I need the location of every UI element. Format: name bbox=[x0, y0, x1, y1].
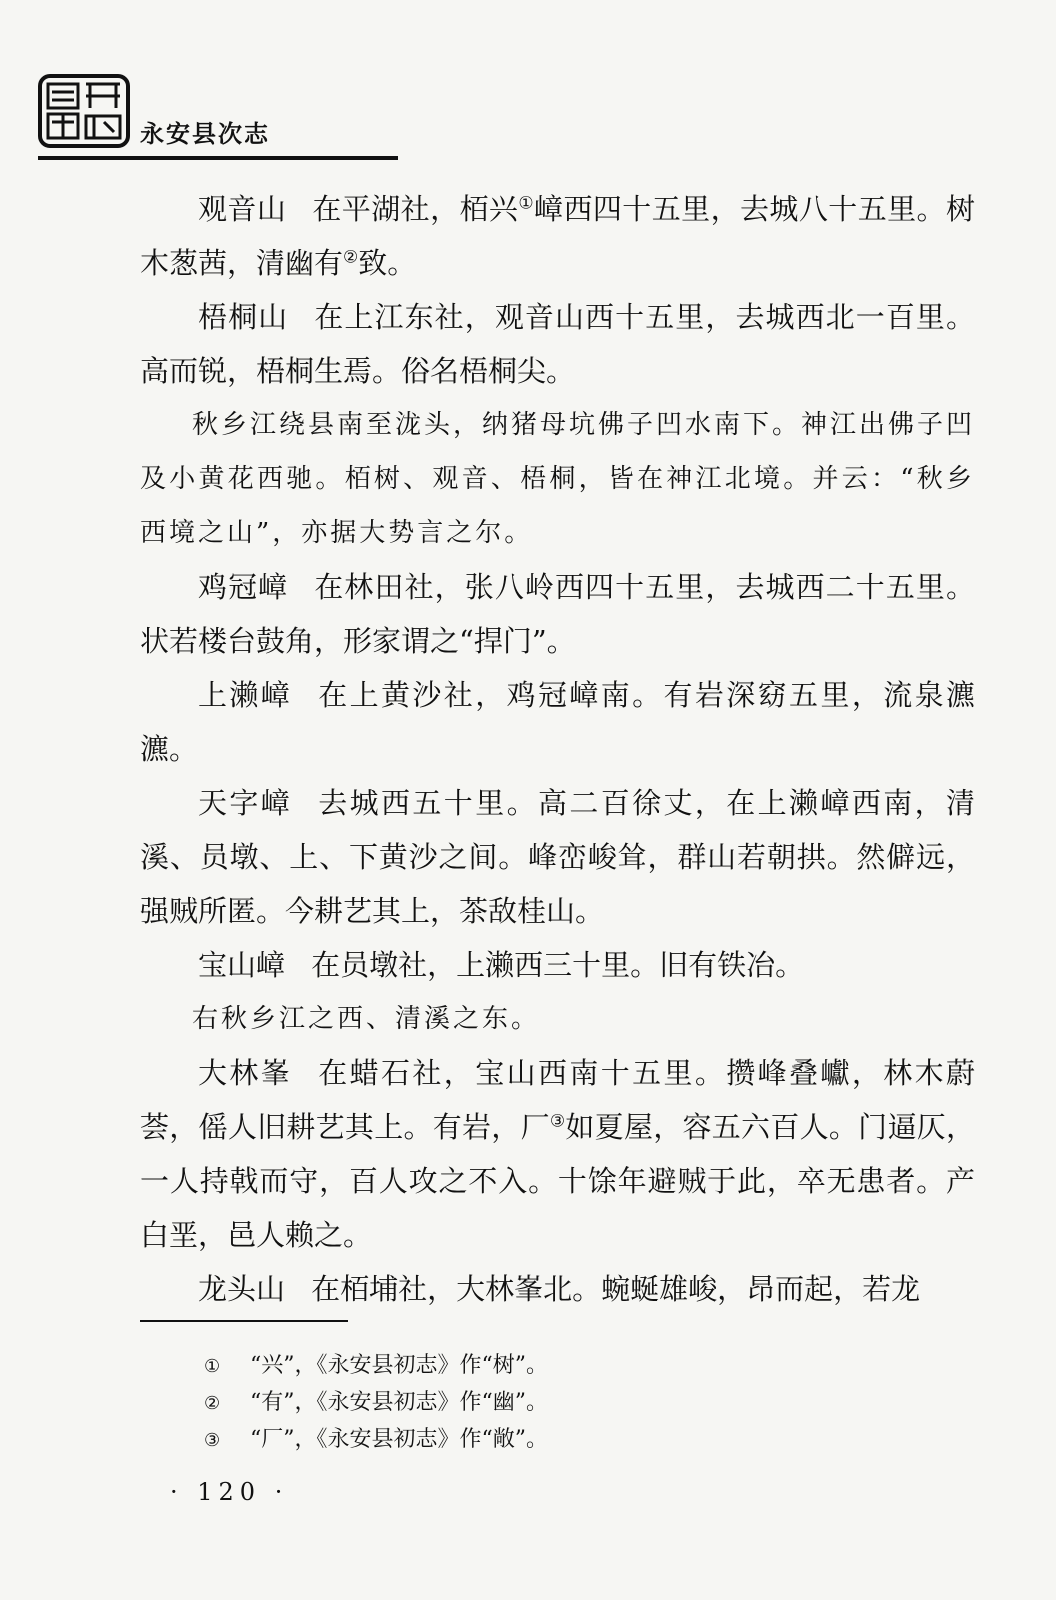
page-header bbox=[30, 70, 370, 162]
footnote-text: “厂”，《永安县初志》作“敞”。 bbox=[250, 1427, 548, 1452]
entry-paragraph: 梧桐山 在上江东社，观音山西十五里，去城西北一百里。高而锐，梧桐生焉。俗名梧桐尖。 bbox=[140, 300, 975, 388]
footnote-marker: ③ bbox=[204, 1430, 221, 1451]
commentary-paragraph: 秋乡江绕县南至泷头，纳猪母坑佛子凹水南下。神江出佛子凹及小黄花西驰。栢树、观音、梧桐，皆在神江北境。并云：“秋乡西境之山”，亦据大势言之尔。 bbox=[140, 410, 976, 548]
entry-term: 观音山 bbox=[198, 192, 287, 226]
page-number: · 120 · bbox=[170, 1478, 289, 1506]
entry-paragraph: 鸡冠嶂 在林田社，张八岭西四十五里，去城西二十五里。状若楼台鼓角，形家谓之“捍门”。 bbox=[140, 570, 975, 658]
footnote-rule bbox=[140, 1320, 348, 1322]
footnote-ref: ① bbox=[518, 193, 535, 214]
entry-paragraph: 宝山嶂 在员墩社，上濑西三十里。旧有铁冶。 bbox=[198, 948, 805, 982]
entry-term: 宝山嶂 bbox=[198, 948, 286, 982]
footnote-ref: ② bbox=[343, 247, 359, 268]
entry-paragraph: 大林峯 在蜡石社，宝山西南十五里。攒峰叠巘，林木蔚荟，傜人旧耕艺其上。有岩，厂③如夏屋，容五六百人。门逼仄，一人持戟而守，百人攻之不入。十馀年避贼于此，卒无患者。产白垩，邑人赖之。 bbox=[140, 1056, 975, 1252]
entry-term: 龙头山 bbox=[198, 1272, 286, 1306]
seal-logo-icon bbox=[38, 74, 130, 148]
entry-paragraph: 上濑嶂 在上黄沙社，鸡冠嶂南。有岩深窈五里，流泉瀌瀌。 bbox=[140, 678, 975, 766]
footnotes bbox=[204, 1348, 904, 1459]
entry-term: 大林峯 bbox=[198, 1056, 293, 1090]
entry-term: 鸡冠嶂 bbox=[198, 570, 289, 604]
entry-term: 梧桐山 bbox=[198, 300, 289, 334]
footnote-item bbox=[204, 1348, 904, 1385]
entry-term: 上濑嶂 bbox=[198, 678, 293, 712]
footnote-item bbox=[204, 1385, 904, 1422]
footnote-marker: ② bbox=[204, 1393, 221, 1414]
entry-term: 天字嶂 bbox=[198, 786, 293, 820]
entry-paragraph: 龙头山 在栢埔社，大林峯北。蜿蜒雄峻，昂而起，若龙 bbox=[198, 1272, 921, 1306]
header-rule bbox=[38, 156, 398, 160]
body-text bbox=[140, 182, 975, 1316]
footnote-text: “有”，《永安县初志》作“幽”。 bbox=[250, 1390, 548, 1415]
entry-paragraph: 观音山 在平湖社，栢兴①嶂西四十五里，去城八十五里。树木葱茜，清幽有②致。 bbox=[140, 192, 975, 280]
running-title: 永安县次志 bbox=[140, 120, 270, 148]
footnote-text: “兴”，《永安县初志》作“树”。 bbox=[250, 1353, 548, 1378]
footnote-item bbox=[204, 1422, 904, 1459]
footnote-marker: ① bbox=[204, 1356, 221, 1377]
commentary-paragraph: 右秋乡江之西、清溪之东。 bbox=[192, 1004, 541, 1034]
entry-paragraph: 天字嶂 去城西五十里。高二百徐丈，在上濑嶂西南，清溪、员墩、上、下黄沙之间。峰峦峻耸，群山若朝拱。然僻远，强贼所匿。今耕艺其上，茶敌桂山。 bbox=[140, 786, 975, 928]
footnote-ref: ③ bbox=[549, 1111, 566, 1132]
